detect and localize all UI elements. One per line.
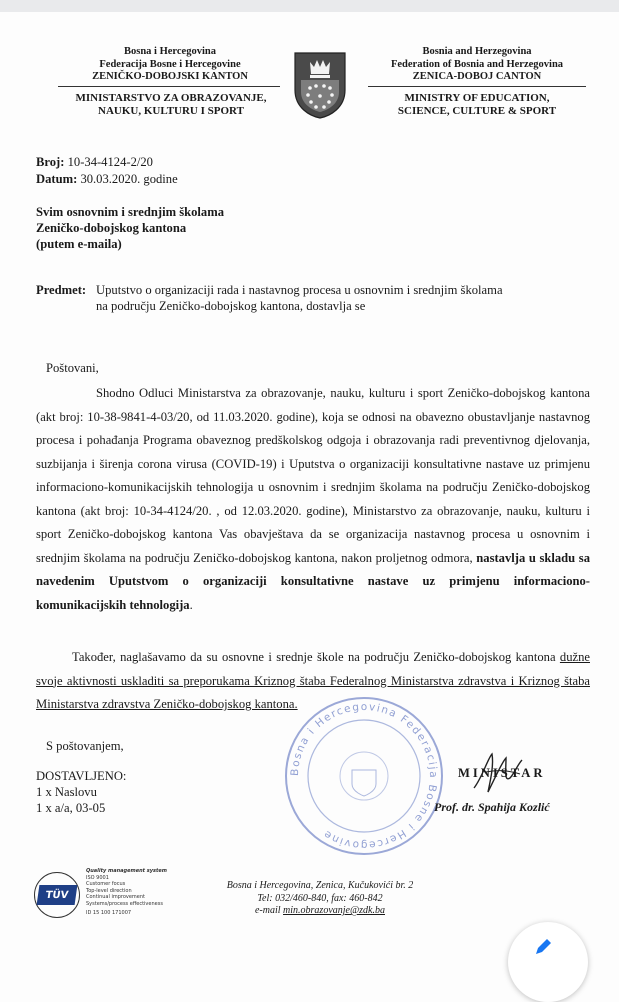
header-left-line2: Federacija Bosne i Hercegovine	[99, 58, 241, 70]
recipient	[36, 204, 224, 252]
pencil-icon	[532, 936, 554, 958]
ministry-right-line2: SCIENCE, CULTURE & SPORT	[397, 105, 557, 117]
cert-item-4: Systems/process effectiveness	[86, 900, 163, 907]
tuv-badge-text: TÜV	[37, 885, 78, 905]
recipient-line2: Zeničko-dobojskog kantona	[36, 221, 187, 235]
cert-item-2: Top-level direction	[86, 887, 132, 894]
closing: S poštovanjem,	[46, 739, 124, 753]
dostavljeno-item1: 1 x Naslovu	[36, 785, 97, 799]
signatory-name: Prof. dr. Spahija Kozlić	[434, 800, 550, 814]
header-left-line1: Bosna i Hercegovina	[124, 46, 216, 57]
footer-line1: Bosna i Hercegovina, Zenica, Kučukovići br. 2	[226, 880, 414, 891]
recipient-line3: (putem e-maila)	[36, 237, 122, 251]
footer-line3	[190, 905, 450, 918]
cert-number: ID 15 100 171007	[86, 910, 132, 916]
cert-item-1: Customer focus	[86, 881, 126, 887]
header-left-ministry	[46, 92, 296, 118]
certification-badge	[34, 868, 184, 920]
header-left-rule	[58, 86, 280, 87]
subject-line2: na području Zeničko-dobojskog kantona, dostavlja se	[96, 299, 366, 313]
top-bar	[0, 0, 619, 12]
paragraph-main-text: Shodno Odluci Ministarstva za obrazovanje, nauku, kulturu i sport Zeničko-dobojskog kantona (akt broj: 10-38-9841-4-03/20, od 11.03.2020. godine), koja se odnosi na obavezno obustavljanje nastavnog procesa i pohađanja Programa obaveznog predškolskog odgoja i obrazovanja radi preventivnog djelovanja, suzbijanja i širenja corona virusa (COVID-19) i Uputstva o organizaciji konsultativne nastave uz primjenu informaciono-komunikacijskih tehnologija u osnovnim i srednjim školama na području Zeničko-dobojskog kantona (akt broj: 10-34-4124/20. , od 12.03.2020. godine), Ministarstvo za obrazovanje, nauku, kulturu i sport Zeničko-dobojskog kantona Vas obavještava da se organizacija nastavnog procesa u osnovnim i srednjim školama na području Zeničko-dobojskog kantona, nakon proljetnog odmora,	[36, 386, 590, 565]
reference-number	[36, 154, 153, 170]
header-right-line1: Bosnia and Herzegovina	[422, 46, 532, 57]
subject-label: Predmet:	[36, 283, 87, 297]
dostavljeno-item2: 1 x a/a, 03-05	[36, 801, 106, 815]
reference-date	[36, 171, 178, 187]
paragraph-secondary-underlined: dužne svoje aktivnosti uskladiti sa preporukama Kriznog štaba Federalnog Ministarstva zdravstva i Kriznog štaba Ministarstva zdravstva Zeničko-dobojskog kantona.	[36, 650, 590, 711]
dostavljeno	[36, 768, 126, 816]
dostavljeno-label: DOSTAVLJENO:	[36, 769, 127, 783]
datum-label: Datum:	[36, 172, 78, 186]
header-left	[60, 46, 280, 84]
greeting: Poštovani,	[46, 361, 99, 375]
paragraph-main	[36, 382, 590, 617]
official-stamp	[282, 694, 446, 858]
ministry-left-line2: NAUKU, KULTURU I SPORT	[98, 105, 244, 117]
ministry-left-line1: MINISTARSTVO ZA OBRAZOVANJE,	[75, 92, 267, 104]
header-right-line3: ZENICA-DOBOJ CANTON	[412, 71, 542, 82]
footer-line2: Tel: 032/460-840, fax: 460-842	[257, 892, 383, 904]
paragraph-main-end: .	[189, 597, 193, 612]
cert-item-3: Continual improvement	[86, 894, 145, 900]
footer-email-label: e-mail	[254, 905, 284, 916]
ministry-right-line1: MINISTRY OF EDUCATION,	[404, 92, 550, 104]
paragraph-secondary-text: Također, naglašavamo da su osnovne i srednje škole na području Zeničko-dobojskog kantona	[72, 650, 560, 664]
footer-address	[190, 880, 450, 918]
subject-text	[96, 282, 596, 314]
header-right-line2: Federation of Bosnia and Herzegovina	[390, 58, 564, 70]
footer-email-link[interactable]: min.obrazovanje@zdk.ba	[283, 905, 385, 916]
header-right	[360, 46, 594, 84]
coat-of-arms-icon	[292, 50, 348, 120]
stamp-ring-text: Bosna i Hercegovina Federacija Bosne i Hercegovine	[288, 700, 440, 852]
datum-value: 30.03.2020. godine	[80, 172, 178, 186]
cert-standard: ISO 9001	[86, 874, 109, 881]
header-left-line3: ZENIČKO-DOBOJSKI KANTON	[92, 71, 248, 82]
recipient-line1: Svim osnovnim i srednjim školama	[36, 205, 225, 219]
svg-text:Bosna i Hercegovina Federacija	[289, 701, 439, 851]
signature-title: MINISTAR	[458, 766, 546, 780]
broj-value: 10-34-4124-2/20	[67, 155, 153, 169]
cert-title: Quality management system	[86, 868, 167, 874]
certification-details	[86, 868, 167, 917]
tuv-logo-icon	[34, 872, 80, 918]
broj-label: Broj:	[36, 155, 65, 169]
floating-edit-button[interactable]	[508, 922, 588, 1002]
subject-line1: Uputstvo o organizaciji rada i nastavnog procesa u osnovnim i srednjim školama	[96, 283, 503, 297]
header-right-ministry	[360, 92, 594, 118]
header-right-rule	[368, 86, 586, 87]
paragraph-main-bold: nastavlja u skladu sa navedenim Uputstvom o organizaciji konsultativne nastave uz primjenu informaciono-komunikacijskih tehnologija	[36, 550, 590, 612]
